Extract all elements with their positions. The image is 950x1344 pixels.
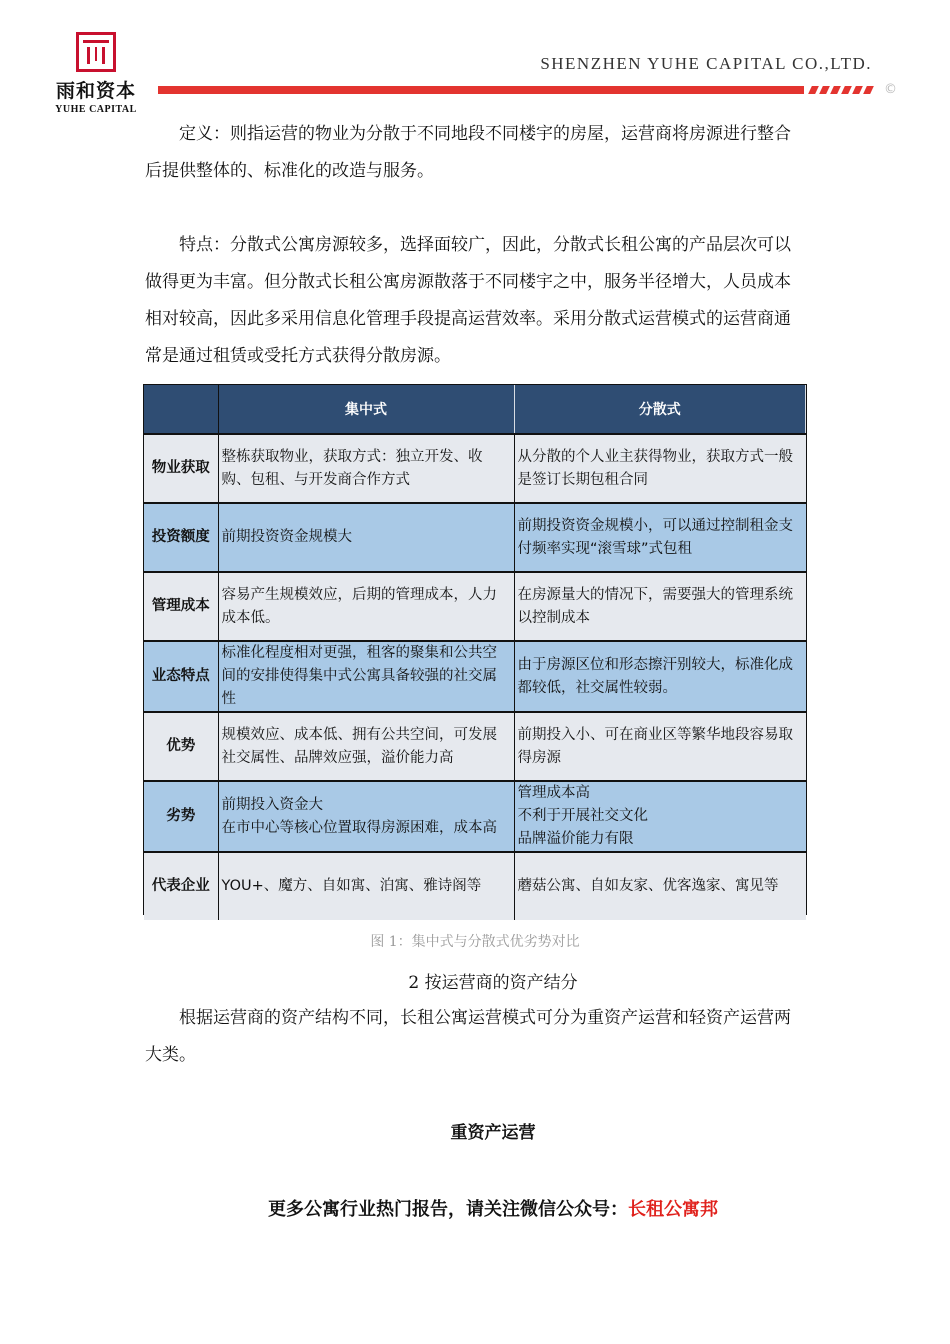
cell-text: 标准化程度相对更强，租客的聚集和公共空间的安排使得集中式公寓具备较强的社交属性 [221,645,497,707]
cell-text: 在房源量大的情况下，需要强大的管理系统以控制成本 [517,586,793,626]
header-rule [158,86,804,94]
logo-english-name: YUHE CAPITAL [55,104,137,115]
row-label: 物业获取 [144,434,218,503]
cell-distributed [514,852,806,920]
table-row [144,781,806,852]
cell-text: 品牌溢价能力有限 [517,831,634,847]
cell-distributed [514,781,806,852]
cell-text: 蘑菇公寓、自如友家、优客逸家、寓见等 [517,878,779,894]
row-label: 业态特点 [144,641,218,712]
cell-text: 前期投入资金大 [221,796,323,813]
cell-distributed [514,572,806,641]
cell-text: YOU+、魔方、自如寓、泊寓、雅诗阁等 [221,878,482,894]
footer-wechat-account[interactable]: 长租公寓邦 [628,1199,718,1220]
cell-distributed [514,503,806,572]
cell-text: 由于房源区位和形态擦汗别较大，标准化成都较低，社交属性较弱。 [517,656,793,696]
cell-text: 从分散的个人业主获得物业，获取方式一般是签订长期包租合同 [517,448,793,488]
section-heading: 2 按运营商的资产结分 [408,973,578,993]
cell-centralized [218,852,514,920]
row-label: 劣势 [144,781,218,852]
table-row [144,434,806,503]
cell-text: 整栋获取物业，获取方式：独立开发、收购、包租、与开发商合作方式 [221,448,483,488]
cell-distributed [514,641,806,712]
footer-text: 更多公寓行业热门报告，请关注微信公众号： [268,1199,628,1220]
table-row [144,712,806,781]
cell-centralized [218,712,514,781]
row-label: 管理成本 [144,572,218,641]
cell-distributed [514,712,806,781]
cell-distributed [514,434,806,503]
copyright-icon: © [884,82,897,97]
cell-text: 前期投资资金规模大 [221,529,352,545]
definition-paragraph: 定义：则指运营的物业为分散于不同地段不同楼宇的房屋，运营商将房源进行整合后提供整体的、标准化的改造与服务。 [145,124,791,181]
cell-text: 规模效应、成本低、拥有公共空间，可发展社交属性、品牌效应强，溢价能力高 [221,726,497,766]
table-corner [144,385,218,434]
comparison-table-figure [143,384,807,915]
cell-centralized [218,434,514,503]
table-row [144,503,806,572]
figure-caption: 图 1：集中式与分散式优劣势对比 [370,934,580,950]
comparison-table [144,385,806,920]
cell-centralized [218,572,514,641]
asset-paragraph: 根据运营商的资产结构不同，长租公寓运营模式可分为重资产运营和轻资产运营两大类。 [145,1008,791,1065]
header-stripes [806,86,876,94]
row-label: 优势 [144,712,218,781]
cell-text: 不利于开展社交文化 [517,808,648,824]
cell-text: 前期投入小、可在商业区等繁华地段容易取得房源 [517,726,793,766]
features-paragraph: 特点：分散式公寓房源较多，选择面较广，因此，分散式长租公寓的产品层次可以做得更为丰富。但分散式长租公寓房源散落于不同楼宇之中，服务半径增大，人员成本相对较高，因此多采用信息化管理手段提高运营效率。采用分散式运营模式的运营商通常是通过租赁或受托方式获得分散房源。 [145,235,791,366]
cell-text: 在市中心等核心位置取得房源困难，成本高 [221,819,497,836]
company-name: SHENZHEN YUHE CAPITAL CO.,LTD. [540,54,872,73]
logo-mark-icon [76,32,116,72]
row-label: 代表企业 [144,852,218,920]
cell-centralized [218,503,514,572]
cell-centralized [218,641,514,712]
table-row [144,641,806,712]
subheading: 重资产运营 [450,1123,536,1143]
cell-text: 前期投资资金规模小，可以通过控制租金支付频率实现“滚雪球”式包租 [517,517,793,557]
cell-text: 管理成本高 [517,785,590,801]
table-row [144,572,806,641]
table-row [144,852,806,920]
company-logo [52,32,140,115]
footer-promo [0,1195,950,1221]
row-label: 投资额度 [144,503,218,572]
column-header-centralized: 集中式 [218,385,514,434]
cell-text: 容易产生规模效应，后期的管理成本，人力成本低。 [221,586,497,626]
cell-centralized [218,781,514,852]
logo-chinese-name: 雨和资本 [55,80,136,102]
column-header-distributed: 分散式 [514,385,806,434]
